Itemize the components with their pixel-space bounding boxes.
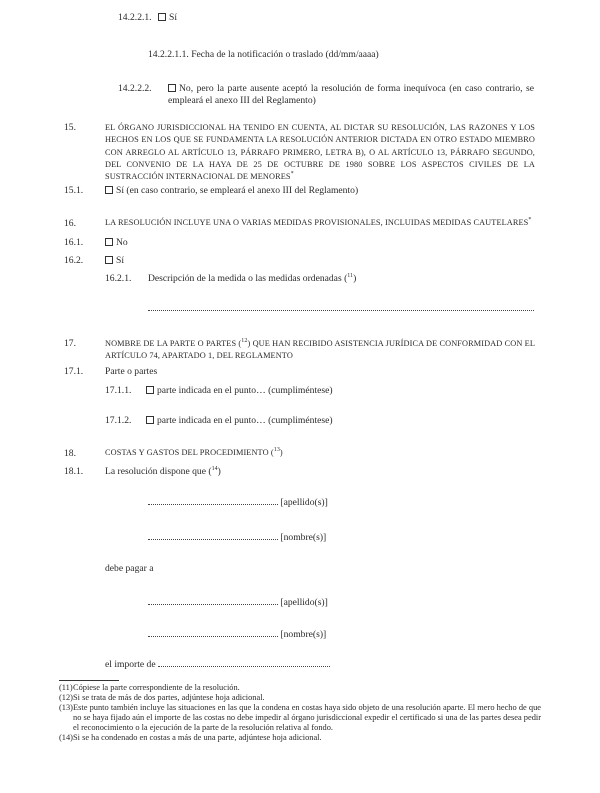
paren-close: )	[279, 448, 283, 457]
asterisk-mark: *	[528, 217, 532, 223]
name-label: [nombre(s)]	[280, 629, 327, 640]
option-label: Sí	[116, 255, 125, 266]
payee-name-field[interactable]	[148, 628, 278, 637]
payee-name-row	[148, 628, 326, 640]
footnote-number: (14)	[59, 733, 73, 742]
item-number: 14.2.2.1.1.	[148, 49, 189, 60]
item-17-1-number: 17.1.	[64, 366, 84, 377]
footnote-ref: 14	[211, 466, 218, 472]
item-18-1-number: 18.1.	[64, 466, 84, 477]
payee-surname-row	[148, 596, 328, 608]
footnote-number: (13)	[59, 703, 73, 712]
option-label: No, pero la parte ausente aceptó la resolución de forma inequívoca (en caso contrario, se empleará el anexo III del Reglamento)	[168, 83, 534, 107]
item-17-1-1-number: 17.1.1.	[105, 385, 132, 396]
checkbox[interactable]	[105, 256, 113, 264]
item-16-heading	[105, 218, 532, 227]
paren-close: )	[353, 273, 357, 284]
paren-close: )	[217, 466, 221, 477]
measures-description-field[interactable]	[148, 302, 534, 311]
payer-surname-row	[148, 496, 328, 508]
footnote-number: (11)	[59, 683, 73, 692]
checkbox[interactable]	[105, 186, 113, 194]
item-17-1: Parte o partes	[105, 366, 158, 377]
item-14-2-2-1	[118, 12, 177, 23]
amount-row	[105, 658, 330, 670]
item-15-1	[105, 185, 358, 196]
payer-surname-field[interactable]	[148, 496, 278, 505]
payer-name-field[interactable]	[148, 531, 278, 540]
footnote-11	[59, 683, 541, 693]
amount-field[interactable]	[158, 658, 330, 667]
footnote-ref: 11	[347, 273, 354, 279]
checkbox[interactable]	[146, 386, 154, 394]
checkbox[interactable]	[146, 416, 154, 424]
heading-text-b: ) QUE HAN RECIBIDO ASISTENCIA JURÍDICA DE CONFORMIDAD CON EL ARTÍCULO 74, APARTADO 1, DEL REGLAMENTO	[105, 339, 535, 361]
item-16-1	[105, 237, 128, 248]
surname-label: [apellido(s)]	[280, 597, 328, 608]
heading-text: LA RESOLUCIÓN INCLUYE UNA O VARIAS MEDIDAS PROVISIONALES, INCLUIDAS MEDIDAS CAUTELARES	[105, 218, 529, 227]
must-pay-label: debe pagar a	[105, 563, 154, 574]
item-15-heading	[105, 122, 535, 183]
footnote-ref: 12	[241, 338, 248, 344]
item-18-number: 18.	[64, 448, 76, 459]
item-17-1-1	[146, 385, 333, 396]
heading-text-a: NOMBRE DE LA PARTE O PARTES (	[105, 339, 242, 348]
item-17-number: 17.	[64, 338, 76, 349]
footnote-text: Cópiese la parte correspondiente de la resolución.	[73, 683, 240, 692]
field-label: Fecha de la notificación o traslado (dd/mm/aaaa)	[191, 49, 379, 60]
footnote-13	[59, 703, 541, 733]
item-18-1	[105, 466, 221, 477]
item-18-heading	[105, 448, 283, 457]
field-label: Descripción de la medida o las medidas ordenadas (	[148, 273, 348, 284]
heading-text: EL ÓRGANO JURISDICCIONAL HA TENIDO EN CUENTA, AL DICTAR SU RESOLUCIÓN, LAS RAZONES Y LOS HECHOS EN LOS QUE SE FUNDAMENTA LA RESOLUCIÓN ANTERIOR DICTADA EN OTRO ESTADO MIEMBRO CON ARREGLO AL ARTÍCULO 13, PÁRRAFO PRIMERO, LETRA B), O AL ARTÍCULO 13, PÁRRAFO SEGUNDO, DEL CONVENIO DE LA HAYA DE 25 DE OCTUBRE DE 1980 SOBRE LOS ASPECTOS CIVILES DE LA SUSTRACCIÓN INTERNACIONAL DE MENORES	[105, 123, 535, 182]
footnote-number: (12)	[59, 693, 73, 702]
item-15-1-number: 15.1.	[64, 185, 84, 196]
payer-name-row	[148, 531, 326, 543]
footnote-separator	[59, 680, 119, 681]
item-14-2-2-2	[168, 83, 534, 108]
footnote-text: Si se trata de más de dos partes, adjúntese hoja adicional.	[73, 693, 265, 702]
payee-surname-field[interactable]	[148, 596, 278, 605]
footnote-text: Este punto también incluye las situaciones en las que la condena en costas haya sido objeto de una resolución aparte. El mero hecho de que no se haya fijado aún el importe de las costas no debe impedir al órgano jurisdiccional expedir el certificado si una de las partes desea pedir el reconocimiento o la ejecución de la parte de la resolución relativa al fondo.	[73, 703, 541, 732]
item-17-1-2-number: 17.1.2.	[105, 415, 132, 426]
item-16-2	[105, 255, 124, 266]
checkbox[interactable]	[158, 13, 166, 21]
item-16-2-1	[148, 273, 356, 284]
item-16-1-number: 16.1.	[64, 237, 84, 248]
item-16-number: 16.	[64, 218, 76, 229]
checkbox[interactable]	[105, 238, 113, 246]
item-14-2-2-1-1	[148, 49, 379, 60]
footnote-12	[59, 693, 541, 703]
item-16-2-number: 16.2.	[64, 255, 84, 266]
option-label: Sí	[168, 12, 177, 23]
item-15-number: 15.	[64, 122, 76, 133]
footnote-text: Si se ha condenado en costas a más de una parte, adjúntese hoja adicional.	[73, 733, 322, 742]
heading-text: COSTAS Y GASTOS DEL PROCEDIMIENTO (	[105, 448, 274, 457]
asterisk-mark: *	[290, 171, 294, 178]
option-label: No	[116, 237, 128, 248]
item-number: 14.2.2.1.	[118, 12, 152, 23]
item-16-2-1-number: 16.2.1.	[105, 273, 132, 284]
item-17-heading	[105, 338, 535, 363]
item-17-1-2	[146, 415, 333, 426]
name-label: [nombre(s)]	[280, 532, 327, 543]
option-label: parte indicada en el punto… (cumpliméntese)	[157, 415, 333, 426]
option-label: Sí (en caso contrario, se empleará el anexo III del Reglamento)	[116, 185, 359, 196]
option-label: parte indicada en el punto… (cumpliméntese)	[157, 385, 333, 396]
footnote-ref: 13	[273, 447, 280, 453]
amount-label: el importe de	[105, 659, 156, 670]
item-14-2-2-2-number: 14.2.2.2.	[118, 83, 152, 94]
surname-label: [apellido(s)]	[280, 497, 328, 508]
field-label: La resolución dispone que (	[105, 466, 212, 477]
footnote-14	[59, 733, 541, 743]
checkbox[interactable]	[168, 84, 176, 92]
